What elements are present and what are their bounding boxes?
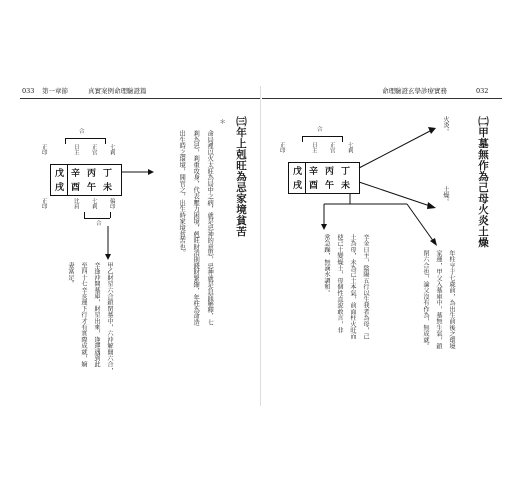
- right-arrow-head-tu: [427, 202, 436, 209]
- left-chapter-label: 第一章節: [42, 87, 68, 95]
- left-chart-bottom-1: 正印: [40, 198, 47, 209]
- left-note-col-1: 甲乙財星六合鎖閉墓中，六沖解開六合，: [106, 262, 113, 374]
- left-page: [20, 86, 261, 406]
- left-body-col-3: 出生時之環境，開官之，出生時家境貧苦也。: [178, 130, 186, 256]
- left-header-title: 真實案例命理驗證篇: [88, 87, 147, 95]
- right-arrow-head-note: [430, 238, 437, 246]
- left-chart-top-4: 七剎: [108, 144, 115, 155]
- left-chart-top-1: 正印: [40, 144, 47, 155]
- left-connectors: [20, 86, 260, 406]
- left-section-heading: ㈢年上剋旺為忌家境貧苦: [235, 116, 248, 237]
- right-stem-3: 丙: [325, 167, 335, 177]
- right-callout-huo: 火炎。: [442, 116, 449, 135]
- right-stem-4: 丁: [341, 167, 351, 177]
- right-branch-2: 酉: [309, 181, 319, 191]
- right-body-col-2: 土為母，未為己土本氣，前面柱火旺而: [349, 234, 356, 340]
- right-chart-top-1: 正印: [278, 142, 285, 153]
- right-page-number: 032: [476, 87, 489, 95]
- right-arrow-to-huo: [359, 131, 430, 168]
- left-note-col-2: 辛逢沖開墓庫，財星出來，逢運遇到此: [93, 262, 100, 368]
- left-chart-top-3: 正官: [90, 144, 97, 155]
- right-stem-1: 戊: [293, 167, 303, 177]
- left-branch-2: 酉: [71, 183, 81, 193]
- right-chart-top-he-label: 合: [315, 126, 322, 132]
- right-arrow-head-body: [321, 224, 327, 230]
- right-branch-1: 戌: [293, 181, 303, 191]
- right-body-col-1: 辛金日主，陰陽五行以生我者為母，己: [362, 234, 369, 340]
- left-branch-3: 午: [87, 183, 97, 193]
- right-branch-4: 未: [341, 181, 351, 191]
- left-stem-2: 辛: [71, 169, 81, 179]
- right-arrow-to-note: [407, 204, 434, 242]
- right-callout-tu: 土燥。: [442, 186, 449, 205]
- right-page: [262, 86, 502, 406]
- left-chart-bottom-4: 偏印: [108, 198, 115, 209]
- left-star-mark: ＊: [218, 118, 226, 125]
- right-chart-top-4: 七剎: [346, 142, 353, 153]
- right-arrow-head-huo: [428, 127, 436, 134]
- left-branch-4: 未: [103, 183, 113, 193]
- left-chart-bottom-3: 七剎: [90, 198, 97, 209]
- left-arrow-head-right: [148, 169, 154, 175]
- left-note-col-3: 至四十七辛亥運下行才有實際成就，嫡: [80, 262, 87, 368]
- left-page-number: 033: [22, 87, 35, 95]
- left-stem-1: 戊: [55, 169, 65, 179]
- right-body-col-4: 常急躁，無滴水調和。: [323, 234, 330, 296]
- right-note-col-2: 家運，甲父入墓庫中，墓無生氣，鎖: [435, 250, 442, 350]
- right-chart-top-3: 正官: [328, 142, 335, 153]
- right-header-title: 命理驗證玄學診療實務: [382, 87, 447, 95]
- left-chart-top-2: 日主: [72, 144, 79, 155]
- right-arrow-to-tu: [359, 182, 430, 206]
- right-note-col-1: 年柱亨于七歲前，為出生前後之環境: [448, 250, 455, 350]
- right-note-col-3: 閉六合也，論父沒有作為，無成就。: [422, 250, 429, 350]
- left-note-col-4: 妻富足。: [67, 262, 74, 287]
- left-body-col-1: 命局裡以火太旺為局中之病，就是忌神的意思，忌神就是負面解釋，七: [206, 130, 214, 326]
- right-stem-2: 辛: [309, 167, 319, 177]
- left-stem-3: 丙: [87, 169, 97, 179]
- right-section-heading: ㈡甲墓無作為己母火炎土燥: [477, 116, 490, 248]
- left-arrow-head-down: [105, 254, 111, 260]
- left-branch-1: 戌: [55, 183, 65, 193]
- left-body-col-2: 剎為忌，剎重攻身，代表壓力困境，剋旺財消則錢財緊縮，年柱為命造: [192, 130, 200, 326]
- left-chart-bottom-he-label: 合: [94, 220, 101, 226]
- left-stem-4: 丁: [103, 169, 113, 179]
- left-chart-top-he-label: 合: [77, 128, 84, 134]
- left-chart-bottom-2: 比肩: [72, 198, 79, 209]
- right-connectors: [262, 86, 502, 406]
- right-branch-3: 午: [325, 181, 335, 191]
- right-chart-top-2: 日主: [310, 142, 317, 153]
- right-body-col-3: 使己土變燥土，母個性直說敢言，非: [336, 234, 343, 334]
